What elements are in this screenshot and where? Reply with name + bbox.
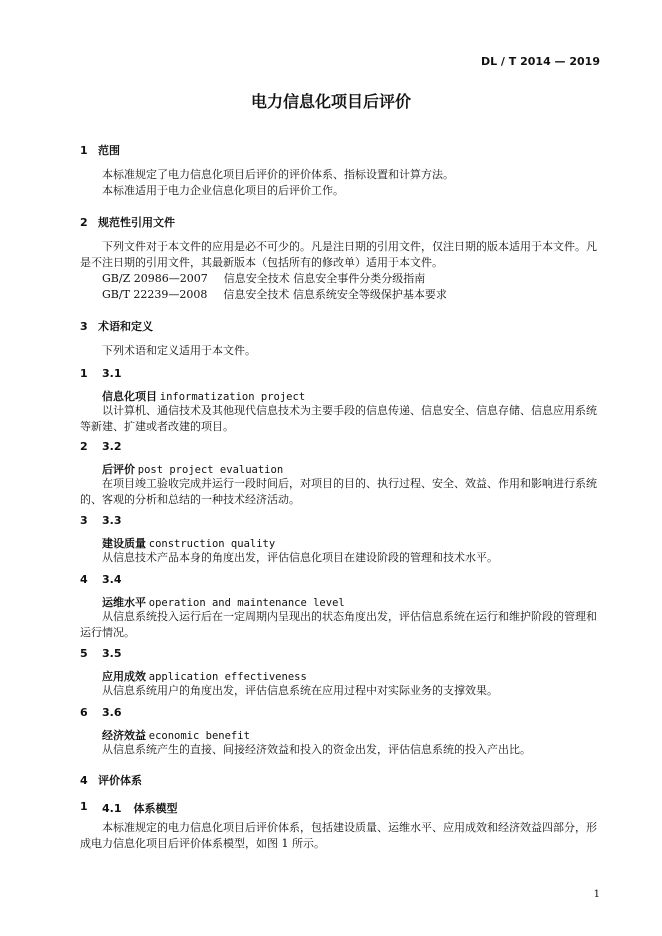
section-2-heading [80, 214, 175, 230]
subsection-title: 体系模型 [133, 802, 178, 815]
term-number: 3.1 [102, 367, 122, 380]
section-3-heading [80, 318, 153, 334]
term-definition: 以计算机、通信技术及其他现代信息技术为主要手段的信息传递、信息安全、信息存储、信息应用系统等新建、扩建或者改建的项目。 [80, 404, 597, 433]
term-title [102, 668, 307, 684]
term-marker: 6 [80, 706, 88, 719]
page-number: 1 [593, 889, 600, 900]
reference-code: GB/T 22239—2008 [102, 288, 208, 301]
term-marker: 5 [80, 647, 88, 660]
subsection-marker: 1 [80, 800, 88, 813]
document-id: DL / T 2014 — 2019 [480, 55, 600, 68]
term-marker: 2 [80, 440, 88, 453]
subsection-heading [102, 800, 178, 816]
term-zh: 运维水平 [102, 596, 146, 609]
term-definition: 从信息技术产品本身的角度出发，评估信息化项目在建设阶段的管理和技术水平。 [102, 551, 498, 564]
subsection-number: 4.1 [102, 802, 122, 815]
term-en: application effectiveness [148, 671, 307, 683]
term-zh: 建设质量 [102, 537, 146, 550]
term-number: 3.6 [102, 706, 122, 719]
page-title: 电力信息化项目后评价 [250, 92, 411, 111]
term-en: economic benefit [148, 730, 250, 742]
term-en: operation and maintenance level [148, 597, 345, 609]
term-zh: 经济效益 [102, 729, 146, 742]
section-1-paragraph-1: 本标准规定了电力信息化项目后评价的评价体系、指标设置和计算方法。 [102, 168, 454, 181]
term-definition: 从信息系统投入运行后在一定周期内呈现出的状态角度出发，评估信息系统在运行和维护阶段的管理和运行情况。 [80, 610, 597, 639]
section-number: 4 [80, 774, 88, 787]
term-en: post project evaluation [137, 464, 284, 476]
section-title: 规范性引用文件 [98, 216, 175, 229]
reference-title: 信息安全技术 信息安全事件分类分级指南 [223, 272, 426, 285]
term-title [102, 727, 250, 743]
section-4-heading [80, 772, 142, 788]
section-title: 术语和定义 [98, 320, 153, 333]
term-zh: 后评价 [102, 463, 135, 476]
term-marker: 1 [80, 367, 88, 380]
term-definition: 从信息系统用户的角度出发，评估信息系统在应用过程中对实际业务的支撑效果。 [102, 684, 498, 697]
term-marker: 3 [80, 514, 88, 527]
section-1-heading [80, 142, 120, 158]
term-marker: 4 [80, 573, 88, 586]
section-title: 评价体系 [98, 774, 142, 787]
term-title [102, 388, 305, 404]
term-number: 3.2 [102, 440, 122, 453]
term-definition: 在项目竣工验收完成并运行一段时间后，对项目的目的、执行过程、安全、效益、作用和影响进行系统的、客观的分析和总结的一种技术经济活动。 [80, 477, 597, 506]
term-definition: 从信息系统产生的直接、间接经济效益和投入的资金出发，评估信息系统的投入产出比。 [102, 743, 531, 756]
reference-title: 信息安全技术 信息系统安全等级保护基本要求 [223, 288, 447, 301]
term-number: 3.3 [102, 514, 122, 527]
term-en: construction quality [148, 538, 276, 550]
term-title [102, 594, 345, 610]
reference-1 [102, 271, 425, 287]
section-number: 1 [80, 144, 88, 157]
section-number: 3 [80, 320, 88, 333]
term-zh: 信息化项目 [102, 390, 157, 403]
section-title: 范围 [98, 144, 120, 157]
term-number: 3.5 [102, 647, 122, 660]
section-4-paragraph-1: 本标准规定的电力信息化项目后评价体系，包括建设质量、运维水平、应用成效和经济效益四部分，形成电力信息化项目后评价体系模型，如图 1 所示。 [80, 821, 597, 850]
term-title [102, 461, 283, 477]
term-number: 3.4 [102, 573, 122, 586]
section-1-paragraph-2: 本标准适用于电力企业信息化项目的后评价工作。 [102, 184, 344, 197]
term-en: informatization project [159, 391, 306, 403]
reference-2 [102, 287, 447, 303]
term-zh: 应用成效 [102, 670, 146, 683]
term-title [102, 535, 275, 551]
section-number: 2 [80, 216, 88, 229]
reference-code: GB/Z 20986—2007 [102, 272, 208, 285]
section-3-intro: 下列术语和定义适用于本文件。 [102, 344, 256, 357]
section-2-paragraph-1: 下列文件对于本文件的应用是必不可少的。凡是注日期的引用文件，仅注日期的版本适用于本文件。凡是不注日期的引用文件，其最新版本（包括所有的修改单）适用于本文件。 [80, 240, 597, 269]
